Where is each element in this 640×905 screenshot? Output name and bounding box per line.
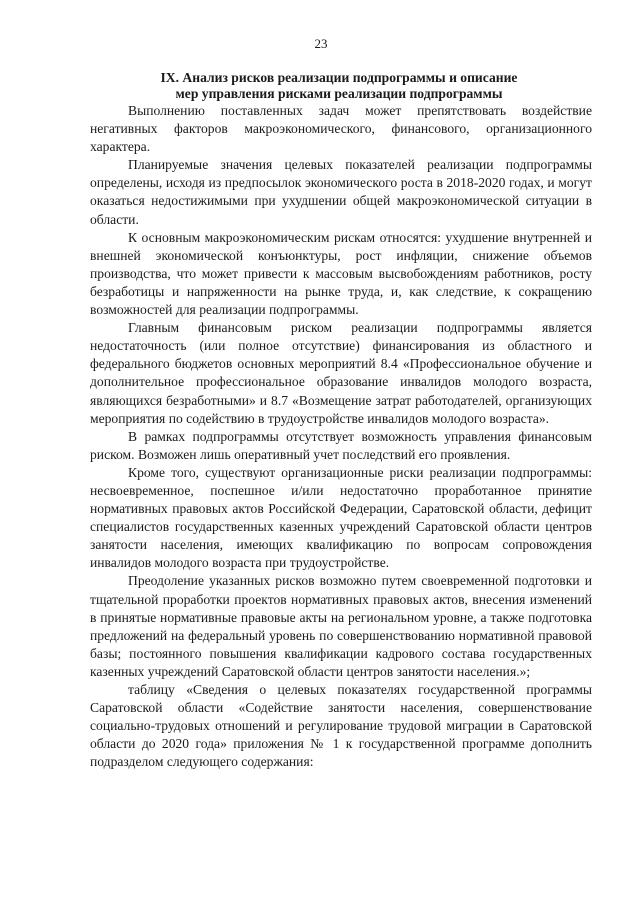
section-heading-line-1: IX. Анализ рисков реализации подпрограммы и описание: [160, 70, 518, 85]
paragraph-4: Главным финансовым риском реализации подпрограммы является недостаточность (или полное отсутствие) финансирования из областного и федерального бюджетов основных мероприятий 8.4 «Профессиональное обучение и дополнительное профессиональное образование инвалидов молодого возраста, являющихся безработными» и 8.7 «Возмещение затрат работодателей, организующих мероприятия по содействию в трудоустройстве инвалидов молодого возраста».: [90, 320, 592, 426]
section-heading-line-2: мер управления рисками реализации подпрограммы: [175, 86, 503, 101]
page-number: 23: [314, 36, 328, 51]
paragraph-7: Преодоление указанных рисков возможно путем своевременной подготовки и тщательной проработки проектов нормативных правовых актов, внесения изменений в принятые нормативные правовые акты на региональном уровне, а также подготовка предложений на федеральный уровень по совершенствованию нормативной правовой базы; постоянного повышения квалификации кадрового состава государственных казенных учреждений Саратовской области центров занятости населения.»;: [90, 573, 592, 679]
paragraph-8: таблицу «Сведения о целевых показателях государственной программы Саратовской области «Содействие занятости населения, совершенствование социально-трудовых отношений и регулирование трудовой миграции в Саратовской области до 2020 года» приложения № 1 к государственной программе дополнить подразделом следующего содержания:: [90, 682, 592, 770]
paragraph-5: В рамках подпрограммы отсутствует возможность управления финансовым риском. Возможен лишь оперативный учет последствий его проявления.: [90, 428, 592, 462]
paragraph-2: Планируемые значения целевых показателей реализации подпрограммы определены, исходя из предпосылок экономического роста в 2018-2020 годах, и могут оказаться недостижимыми при ухудшении общей макроэкономической ситуации в области.: [90, 157, 592, 227]
paragraph-6: Кроме того, существуют организационные риски реализации подпрограммы: несвоевременное, поспешное и/или недостаточно проработанное принятие нормативных правовых актов Российской Федерации, Саратовской области, дефицит специалистов государственных казенных учреждений Саратовской области центров занятости населения, имеющих квалификацию по вопросам сопровождения инвалидов молодого возраста при трудоустройстве.: [90, 464, 592, 571]
section-heading: [86, 70, 592, 102]
paragraph-3: К основным макроэкономическим рискам относятся: ухудшение внутренней и внешней экономической конъюнктуры, рост инфляции, снижение объемов производства, что может привести к массовым высвобождениям работников, росту безработицы и напряженности на рынке труда, и, как следствие, к сокращению возможностей для реализации подпрограммы.: [90, 229, 592, 318]
paragraph-1: Выполнению поставленных задач может препятствовать воздействие негативных факторов макроэкономического, финансового, организационного характера.: [90, 103, 592, 155]
